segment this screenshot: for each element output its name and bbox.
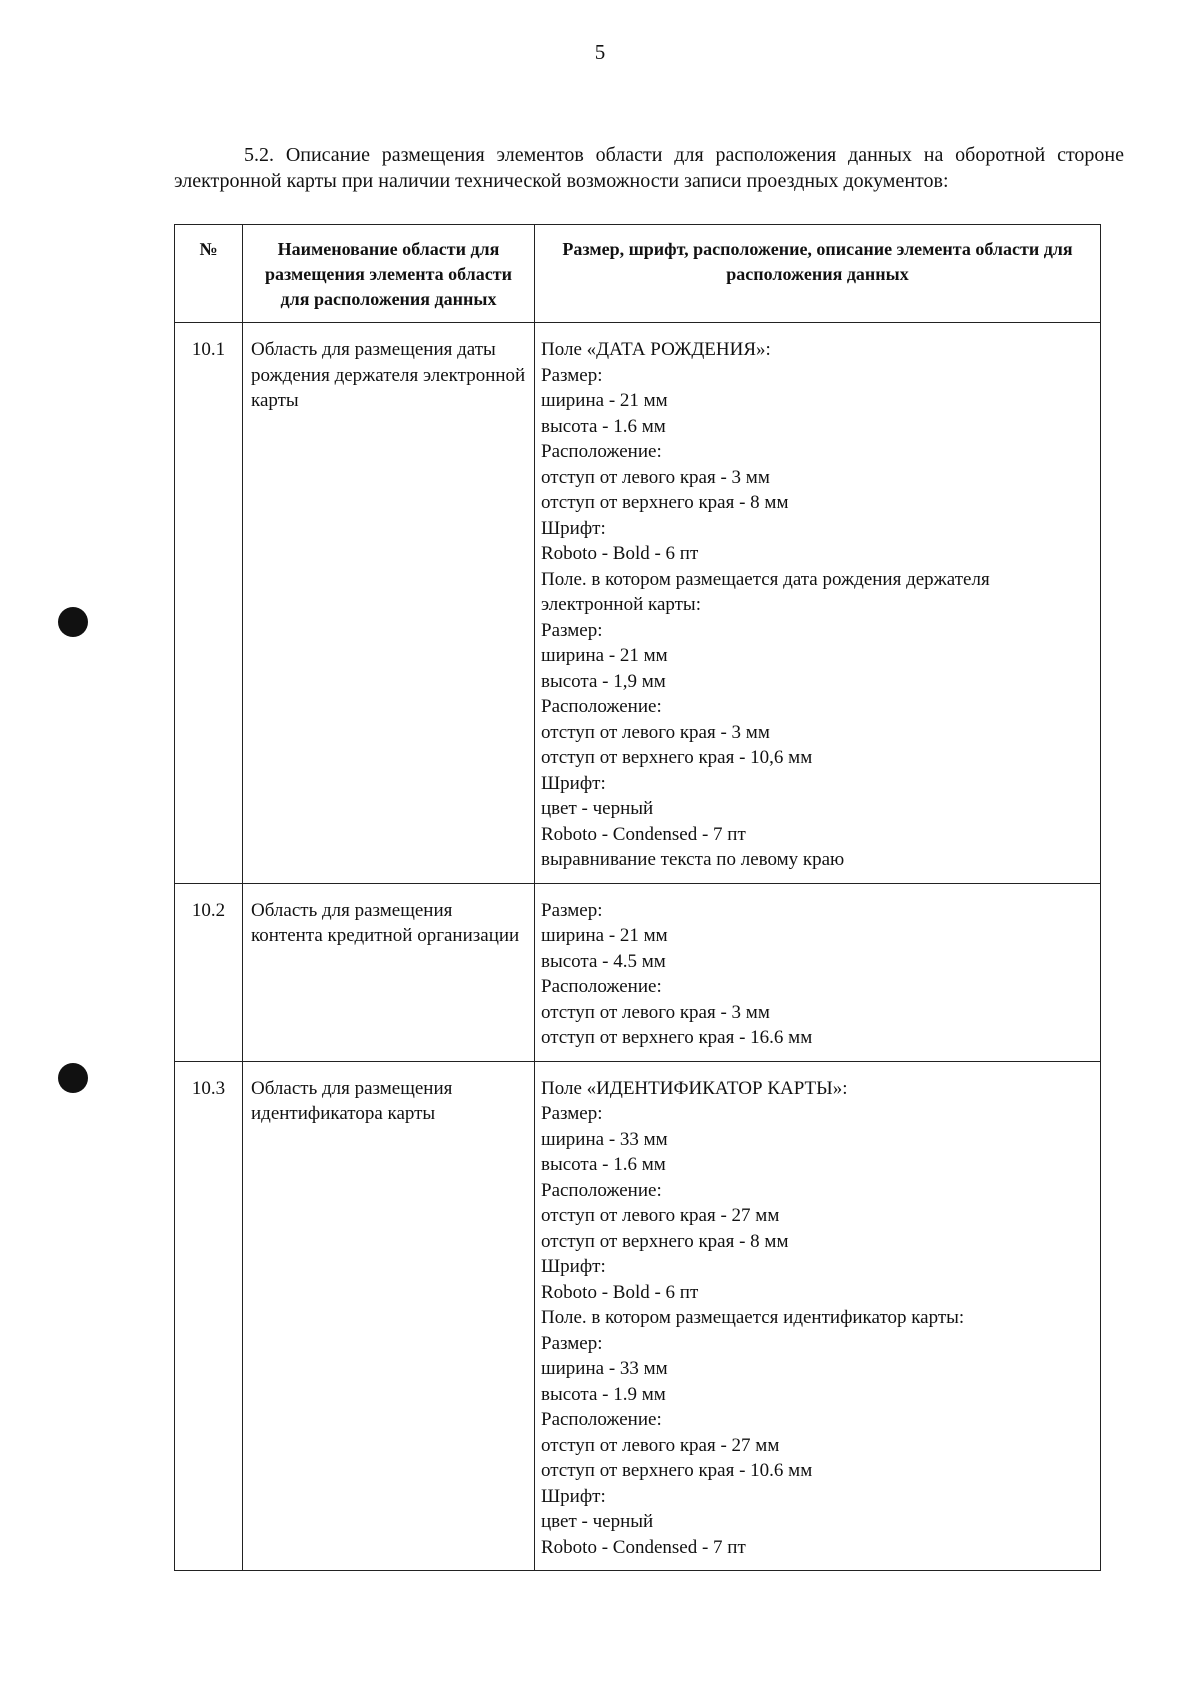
description-line: Размер: — [541, 899, 603, 921]
row-description — [535, 323, 1101, 884]
description-line: отступ от левого края - 3 мм — [541, 466, 770, 488]
description-line: Поле «ИДЕНТИФИКАТОР КАРТЫ»: — [541, 1077, 848, 1099]
description-line: высота - 1,9 мм — [541, 670, 666, 692]
page-number: 5 — [594, 40, 606, 64]
description-line: отступ от левого края - 27 мм — [541, 1434, 780, 1456]
description-line: Размер: — [541, 1332, 603, 1354]
description-line: Расположение: — [541, 696, 662, 717]
description-line: Поле. в котором размещается дата рождения держателя — [541, 568, 990, 590]
description-line: отступ от левого края - 3 мм — [541, 721, 770, 743]
description-line: Расположение: — [541, 441, 662, 462]
table-row — [175, 323, 1101, 884]
description-line: выравнивание текста по левому краю — [541, 849, 845, 870]
description-line: Размер: — [541, 1103, 603, 1124]
intro-paragraph: 5.2. Описание размещения элементов области для расположения данных на оборотной стороне электронной карты при наличии технической возможности записи проездных документов: — [174, 144, 1124, 192]
table-row — [175, 1061, 1101, 1571]
description-line: отступ от левого края - 27 мм — [541, 1205, 780, 1226]
row-area-name: Область для размещения идентификатора карты — [243, 1061, 535, 1571]
description-line: отступ от левого края - 3 мм — [541, 1001, 770, 1023]
row-number: 10.1 — [175, 323, 243, 884]
description-line: высота - 1.6 мм — [541, 415, 666, 437]
description-line: Размер: — [541, 619, 603, 641]
description-line: ширина - 33 мм — [541, 1358, 668, 1379]
row-description — [535, 1061, 1101, 1571]
description-line: ширина - 21 мм — [541, 390, 668, 411]
description-line: отступ от верхнего края - 8 мм — [541, 492, 789, 513]
description-line: цвет - черный — [541, 798, 654, 819]
description-line: Шрифт: — [541, 1485, 606, 1507]
description-line: Поле «ДАТА РОЖДЕНИЯ»: — [541, 339, 771, 360]
description-line: отступ от верхнего края - 10.6 мм — [541, 1460, 813, 1481]
row-number: 10.3 — [175, 1061, 243, 1571]
table-header-row — [175, 225, 1101, 323]
description-line: Расположение: — [541, 976, 662, 997]
description-line: ширина - 21 мм — [541, 925, 668, 946]
description-line: Расположение: — [541, 1409, 662, 1430]
description-line: отступ от верхнего края - 10,6 мм — [541, 747, 813, 768]
description-line: высота - 1.9 мм — [541, 1383, 666, 1405]
description-line: Roboto - Bold - 6 пт — [541, 543, 699, 564]
description-line: отступ от верхнего края - 8 мм — [541, 1230, 789, 1252]
description-line: ширина - 33 мм — [541, 1128, 668, 1150]
description-line: Шрифт: — [541, 517, 606, 539]
punch-hole-top — [58, 607, 88, 637]
table-row — [175, 883, 1101, 1061]
row-description — [535, 883, 1101, 1061]
description-line: цвет - черный — [541, 1511, 654, 1532]
description-line: высота - 4.5 мм — [541, 950, 666, 972]
specification-table — [174, 224, 1101, 1571]
description-line: Размер: — [541, 364, 603, 386]
description-line: Шрифт: — [541, 772, 606, 794]
punch-hole-bottom — [58, 1063, 88, 1093]
row-number: 10.2 — [175, 883, 243, 1061]
description-line: электронной карты: — [541, 594, 701, 615]
description-line: отступ от верхнего края - 16.6 мм — [541, 1027, 813, 1048]
header-number: № — [175, 225, 243, 323]
description-line: Поле. в котором размещается идентификатор карты: — [541, 1307, 965, 1328]
description-line: Расположение: — [541, 1179, 662, 1201]
description-line: Roboto - Bold - 6 пт — [541, 1281, 699, 1303]
description-line: высота - 1.6 мм — [541, 1154, 666, 1175]
header-area-name: Наименование области для размещения элемента области для расположения данных — [243, 225, 535, 323]
row-area-name: Область для размещения даты рождения держателя электронной карты — [243, 323, 535, 884]
header-description: Размер, шрифт, расположение, описание элемента области для расположения данных — [535, 225, 1101, 323]
description-line: Roboto - Condensed - 7 пт — [541, 823, 746, 845]
description-line: ширина - 21 мм — [541, 645, 668, 666]
description-line: Roboto - Condensed - 7 пт — [541, 1536, 746, 1558]
description-line: Шрифт: — [541, 1256, 606, 1277]
row-area-name: Область для размещения контента кредитной организации — [243, 883, 535, 1061]
